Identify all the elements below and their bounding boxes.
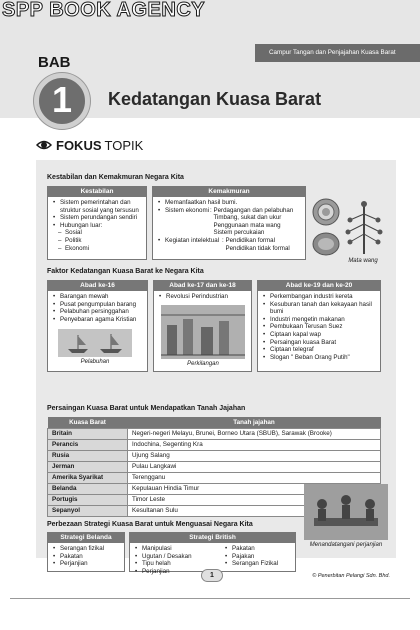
kuasa-cell: Sepanyol: [48, 505, 128, 516]
belanda-list: [48, 543, 124, 570]
mata-wang-caption: Mata wang: [348, 258, 378, 264]
abad16-box: [47, 280, 148, 372]
value-line: Perdagangan dan pelabuhan: [213, 206, 294, 214]
kuasa-cell: Jerman: [48, 461, 128, 472]
tanah-cell: Timor Leste: [128, 494, 381, 505]
topik-label: TOPIK: [104, 137, 144, 153]
kestabilan-list: [48, 197, 146, 254]
tanah-cell: Kesultanan Sulu: [128, 505, 381, 516]
abad19-item: bumi: [270, 308, 284, 316]
british-item: • Manipulasi: [135, 545, 216, 553]
section-title-persaingan: Persaingan Kuasa Barat untuk Mendapatkan Tanah Jajahan: [47, 405, 246, 412]
kestabilan-head: Kestabilan: [48, 187, 146, 197]
chapter-number: 1: [51, 79, 73, 120]
table-row: [48, 450, 381, 461]
kuasa-cell: Belanda: [48, 483, 128, 494]
watermark-text: SPP BOOK AGENCY: [2, 0, 206, 21]
value-line: Pendidikan formal: [225, 236, 275, 244]
british-item: • Tipu helah: [135, 560, 216, 568]
belanda-item: • Perjanjian: [53, 560, 120, 568]
signing-icon: [304, 484, 388, 540]
table-row: [48, 439, 381, 450]
abad19-item: • Ciptaan kapal wap: [263, 331, 376, 339]
kuasa-cell: Britain: [48, 428, 128, 439]
table-row: [48, 461, 381, 472]
strategi-belanda-box: [47, 532, 125, 572]
abad16-head: Abad ke-16: [48, 281, 147, 291]
abad16-item: • Pusat pengumpulan barang: [53, 301, 143, 309]
kestabilan-item: struktur sosial yang tersusun: [60, 206, 139, 214]
british-item: • Pajakan: [225, 553, 278, 561]
coin-image: [312, 198, 340, 226]
tanah-cell: Indochina, Segenting Kra: [128, 439, 381, 450]
publisher-credit: © Penerbitan Pelangi Sdn. Bhd.: [312, 573, 390, 579]
section-title-faktor: Faktor Kedatangan Kuasa Barat ke Negara Kita: [47, 268, 204, 275]
british-item: • Perjanjian: [135, 568, 216, 576]
tree-money-image: [344, 196, 384, 256]
kuasa-cell: Perancis: [48, 439, 128, 450]
british-item: • Ugutan / Desakan: [135, 553, 216, 561]
value-line: Penggunaan mata wang: [213, 221, 281, 229]
abad17-box: [153, 280, 252, 372]
kestabilan-item: • Sistem perundangan sendiri: [53, 214, 142, 222]
intelek-values: [225, 237, 289, 252]
tanah-cell: Ujung Salang: [128, 450, 381, 461]
abad17-head: Abad ke-17 dan ke-18: [154, 281, 251, 291]
kuasa-cell: Rusia: [48, 450, 128, 461]
british-item: • Pakatan: [225, 545, 278, 553]
belanda-item: • Serangan fizikal: [53, 545, 120, 553]
kestabilan-box: [47, 186, 147, 260]
tanah-cell: Negeri-negeri Melayu, Brunei, Borneo Utara (SBUB), Sarawak (Brooke): [128, 428, 381, 439]
pelabuhan-caption: Pelabuhan: [80, 359, 110, 365]
running-header-text: Campur Tangan dan Penjajahan Kuasa Barat: [269, 49, 396, 56]
value-line: Pendidikan tidak formal: [225, 244, 290, 252]
tanah-cell: Kepulauan Hindia Timur: [128, 483, 381, 494]
perkilangan-image: [161, 305, 245, 359]
kuasa-cell: Amerika Syarikat: [48, 472, 128, 483]
value-line: Timbang, sukat dan ukur: [213, 214, 282, 222]
kemakmuran-box: [152, 186, 306, 260]
chapter-number-badge: [34, 73, 90, 129]
page-number: 1: [201, 569, 223, 582]
kemakmuran-intelek: • Kegiatan intelektual : Pendidikan formal Pendidikan tidak formal: [158, 237, 301, 252]
value-line: Sistem percukaian: [213, 229, 265, 237]
kestabilan-item: • Hubungan luar:: [53, 222, 142, 230]
intelek-key: • Kegiatan intelektual: [165, 236, 220, 244]
abad16-item: • Barangan mewah: [53, 293, 143, 301]
abad19-item: • Perkembangan industri kereta: [263, 293, 376, 301]
chapter-title: Kedatangan Kuasa Barat: [108, 89, 322, 109]
kemakmuran-item: • Memanfaatkan hasil bumi.: [158, 199, 301, 207]
factory-icon: [161, 305, 245, 359]
abad19-item: • Persaingan kuasa Barat: [263, 339, 376, 347]
fokus-label: FOKUS: [56, 137, 102, 153]
kestabilan-item: – Ekonomi: [53, 245, 142, 253]
kestabilan-item: • Sistem pemerintahan dan: [53, 199, 142, 207]
kuasa-cell: Portugis: [48, 494, 128, 505]
abad17-item: • Revolusi Perindustrian: [159, 293, 247, 301]
section-title-kestabilan: Kestabilan dan Kemakmuran Negara Kita: [47, 174, 184, 181]
ekonomi-key: • Sistem ekonomi: [165, 206, 210, 214]
coin-image-2: [312, 232, 340, 256]
footer-divider: [10, 598, 410, 599]
abad17-list: [154, 291, 251, 303]
abad19-item: • Kesuburan tanah dan kekayaan hasil: [263, 301, 376, 309]
section-title-strategi: Perbezaan Strategi Kuasa Barat untuk Menguasai Negara Kita: [47, 521, 253, 528]
abad19-box: [257, 280, 381, 372]
abad16-item: • Penyebaran agama Kristian: [53, 316, 143, 324]
abad19-item: • Ciptaan telegraf: [263, 346, 376, 354]
eye-icon: [36, 137, 52, 153]
tanah-cell: Pulau Langkawi: [128, 461, 381, 472]
running-header: [255, 44, 420, 62]
kestabilan-item: – Sosial: [53, 229, 142, 237]
table-header-tanah: Tanah jajahan: [128, 417, 381, 428]
ship-icon: [58, 329, 132, 357]
tanah-cell: Terengganu: [128, 472, 381, 483]
pelabuhan-image: [58, 329, 132, 357]
belanda-head: Strategi Belanda: [48, 533, 124, 543]
ekonomi-values: [213, 207, 293, 237]
perkilangan-caption: Perkilangan: [187, 361, 219, 367]
table-header-kuasa: Kuasa Barat: [48, 417, 128, 428]
table-row: [48, 428, 381, 439]
perjanjian-caption: Menandatangani perjanjian: [309, 542, 383, 548]
abad19-list: [258, 291, 380, 363]
abad16-item: • Pelabuhan persinggahan: [53, 308, 143, 316]
kemakmuran-ekonomi: • Sistem ekonomi : Perdagangan dan pelabuhan Timbang, sukat dan ukur Penggunaan mata wang Sistem percukaian: [158, 207, 301, 237]
kemakmuran-head: Kemakmuran: [153, 187, 305, 197]
abad16-list: [48, 291, 147, 325]
british-item: • Serangan Fizikal: [225, 560, 278, 568]
kestabilan-item: – Politik: [53, 237, 142, 245]
british-list-2: [220, 543, 282, 577]
british-head: Strategi British: [130, 533, 295, 543]
abad19-item: • Industri mengetin makanan: [263, 316, 376, 324]
abad19-head: Abad ke-19 dan ke-20: [258, 281, 380, 291]
table-row: [48, 472, 381, 483]
belanda-item: • Pakatan: [53, 553, 120, 561]
strategi-british-box: [129, 532, 296, 575]
fokus-topik-heading: [36, 136, 143, 154]
abad19-item: • Slogan " Beban Orang Putih": [263, 354, 376, 362]
perjanjian-image: [304, 484, 388, 540]
bab-label: BAB: [38, 54, 71, 71]
abad19-item: • Pembukaan Terusan Suez: [263, 323, 376, 331]
